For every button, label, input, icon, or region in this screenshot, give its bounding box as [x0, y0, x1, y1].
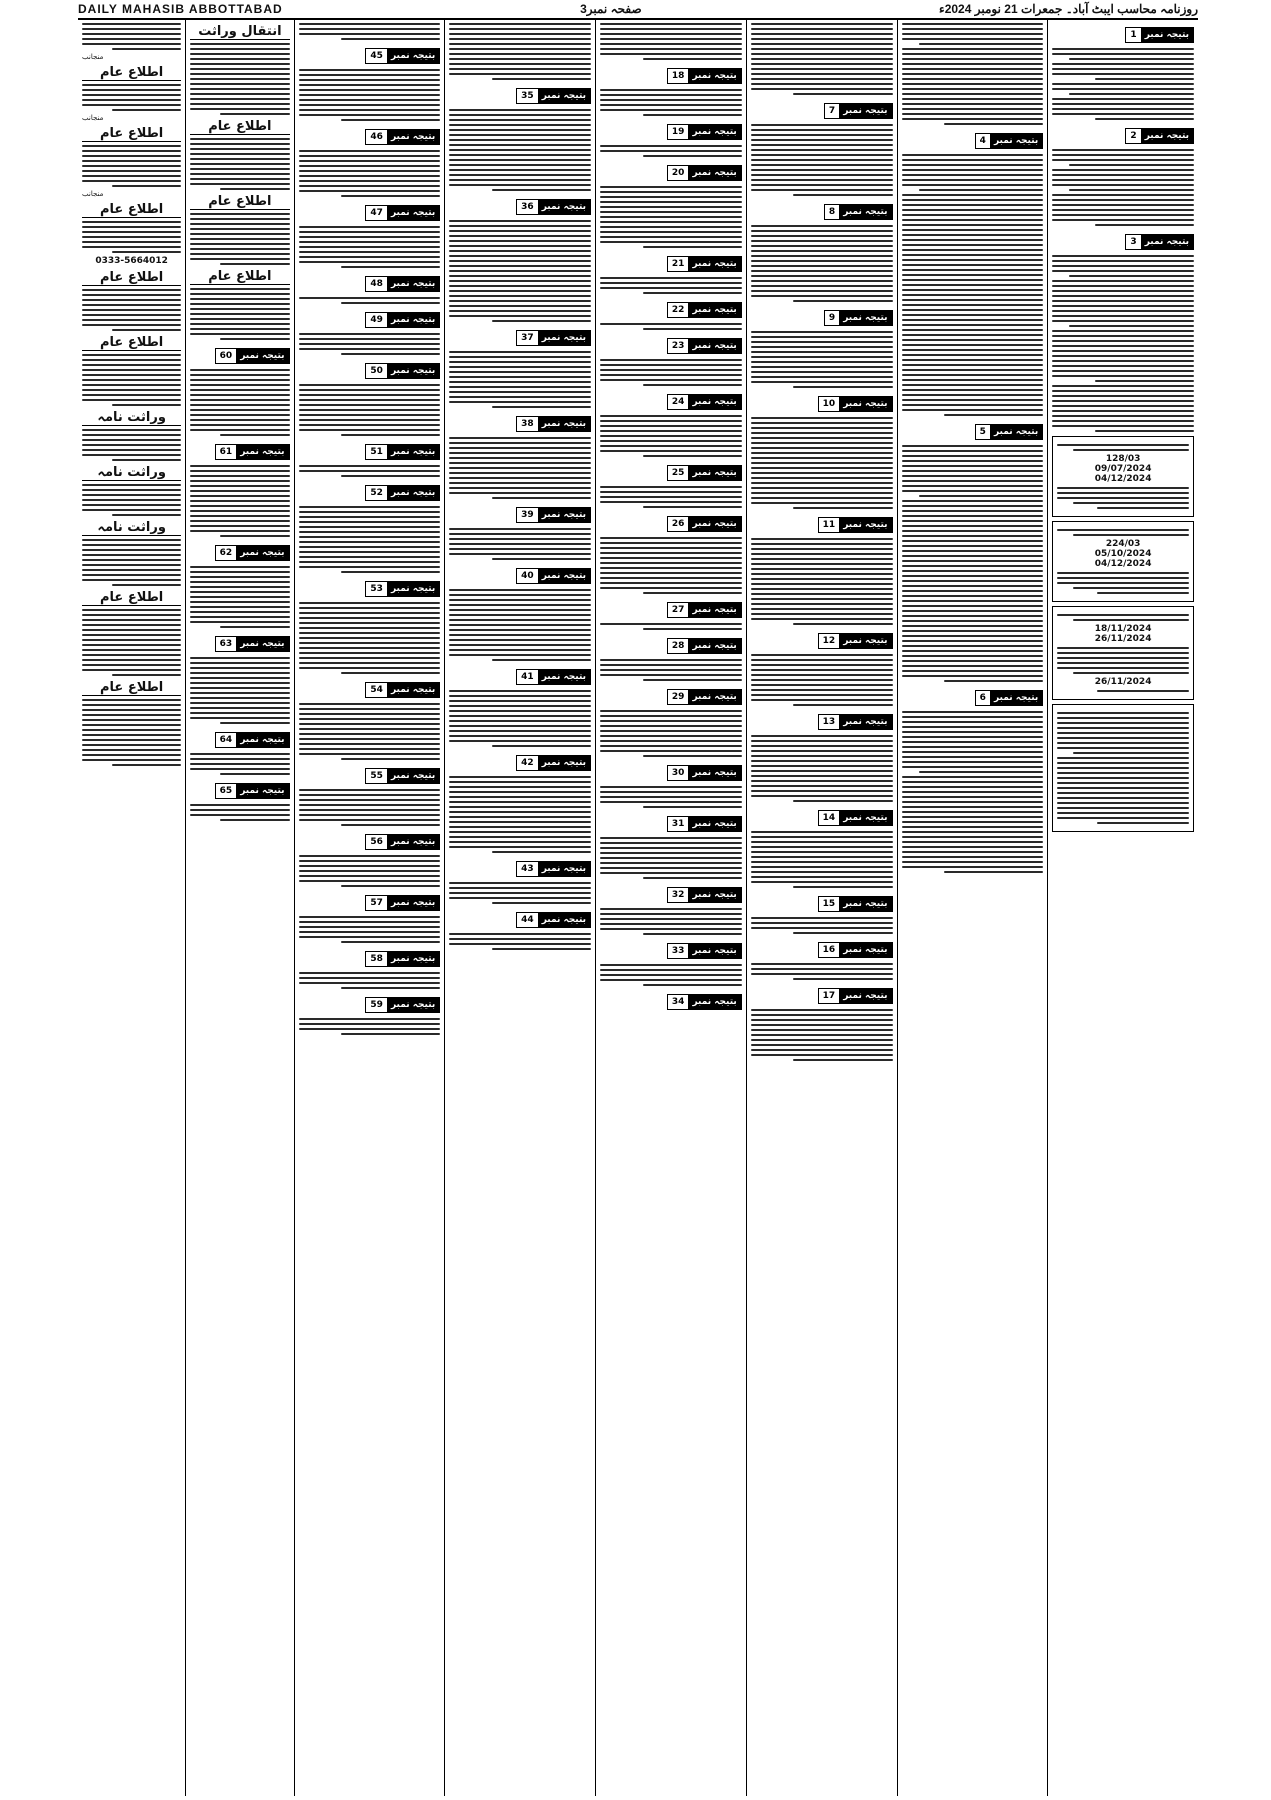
notice-24: بتیجہ نمبر 24 [600, 389, 742, 457]
notice-16: بتیجہ نمبر 16 [751, 937, 893, 980]
column-1 [1047, 20, 1198, 1796]
notice-34: بتیجہ نمبر 34 [600, 989, 742, 1012]
heading-ittila-1: اطلاع عام [190, 119, 289, 135]
notice-22: بتیجہ نمبر 22 [600, 297, 742, 330]
notice-32: بتیجہ نمبر 32 [600, 882, 742, 935]
notice-44: بتیجہ نمبر 44 [449, 907, 591, 950]
notice-39: بتیجہ نمبر 39 [449, 502, 591, 560]
notice-54: بتیجہ نمبر 54 [299, 677, 441, 760]
notice-37: بتیجہ نمبر 37 [449, 325, 591, 408]
notice-50: بتیجہ نمبر 50 [299, 358, 441, 436]
notice-1: بتیجہ نمبر 1 [1052, 22, 1194, 120]
court-notice-3: 18/11/2024 26/11/2024 26/11/2024 [1052, 606, 1194, 700]
notice-65: بتیجہ نمبر 65 [190, 778, 289, 821]
newspaper-brand: DAILY MAHASIB ABBOTTABAD [78, 2, 283, 16]
contact-phone: 0333-5664012 [95, 256, 168, 266]
column-5 [444, 20, 595, 1796]
notice-6: بتیجہ نمبر 6 [902, 685, 1044, 873]
notice-13: بتیجہ نمبر 13 [751, 709, 893, 802]
notice-45: بتیجہ نمبر 45 [299, 43, 441, 121]
notice-36: بتیجہ نمبر 36 [449, 194, 591, 322]
heading-ittila-2: اطلاع عام [190, 194, 289, 210]
notice-47: بتیجہ نمبر 47 [299, 200, 441, 268]
column-7 [185, 20, 293, 1796]
notice-46: بتیجہ نمبر 46 [299, 124, 441, 197]
notice-5: بتیجہ نمبر 5 [902, 419, 1044, 682]
notice-10: بتیجہ نمبر 10 [751, 391, 893, 509]
notice-28: بتیجہ نمبر 28 [600, 633, 742, 681]
heading-wirasat-1: وراثت نامہ [82, 410, 181, 426]
notice-31: بتیجہ نمبر 31 [600, 811, 742, 879]
notice-15: بتیجہ نمبر 15 [751, 891, 893, 934]
notice-57: بتیجہ نمبر 57 [299, 890, 441, 943]
notice-42: بتیجہ نمبر 42 [449, 750, 591, 853]
heading-intiqal-wirasat: انتقال وراثت [190, 24, 289, 40]
column-8: منجانب اطلاع عام منجانب اطلاع عام منجانب اطلاع عام 0333-5664012 اطلاع عام اطلاع عام وراثت نامہ وراثت نامہ وراثت نامہ اطلاع عام اطلاع عام [78, 20, 185, 1796]
court-notice-2: 224/03 05/10/2024 04/12/2024 [1052, 521, 1194, 602]
column-6 [294, 20, 445, 1796]
heading-ittila-3: اطلاع عام [190, 269, 289, 285]
notice-43: بتیجہ نمبر 43 [449, 856, 591, 904]
notice-33: بتیجہ نمبر 33 [600, 938, 742, 986]
column-3 [746, 20, 897, 1796]
heading-wirasat-2: وراثت نامہ [82, 465, 181, 481]
column-2 [897, 20, 1048, 1796]
heading-ittila-7: اطلاع عام [82, 270, 181, 286]
notice-59: بتیجہ نمبر 59 [299, 992, 441, 1035]
notice-64: بتیجہ نمبر 64 [190, 727, 289, 775]
heading-ittila-5: اطلاع عام [82, 126, 181, 142]
notice-61: بتیجہ نمبر 61 [190, 439, 289, 537]
heading-ittila-6: اطلاع عام [82, 202, 181, 218]
court-notice-4 [1052, 704, 1194, 832]
notice-20: بتیجہ نمبر 20 [600, 160, 742, 248]
notice-58: بتیجہ نمبر 58 [299, 946, 441, 989]
notice-3: بتیجہ نمبر 3 [1052, 229, 1194, 432]
notice-12: بتیجہ نمبر 12 [751, 628, 893, 706]
notice-60: بتیجہ نمبر 60 [190, 343, 289, 436]
dateline: روزنامہ محاسب ایبٹ آباد۔ جمعرات 21 نومبر 2024ء [939, 2, 1198, 16]
notice-62: بتیجہ نمبر 62 [190, 540, 289, 628]
heading-ittila-10: اطلاع عام [82, 680, 181, 696]
notice-27: بتیجہ نمبر 27 [600, 597, 742, 630]
notice-38: بتیجہ نمبر 38 [449, 411, 591, 499]
notice-30: بتیجہ نمبر 30 [600, 760, 742, 808]
notice-52: بتیجہ نمبر 52 [299, 480, 441, 573]
notice-35: بتیجہ نمبر 35 [449, 83, 591, 191]
notice-2: بتیجہ نمبر 2 [1052, 123, 1194, 226]
heading-ittila-4: اطلاع عام [82, 65, 181, 81]
column-4 [595, 20, 746, 1796]
notice-29: بتیجہ نمبر 29 [600, 684, 742, 757]
heading-wirasat-3: وراثت نامہ [82, 520, 181, 536]
notice-4: بتیجہ نمبر 4 [902, 128, 1044, 416]
notice-25: بتیجہ نمبر 25 [600, 460, 742, 508]
notice-63: بتیجہ نمبر 63 [190, 631, 289, 724]
page-number: صفحہ نمبر3 [580, 2, 642, 16]
heading-ittila-9: اطلاع عام [82, 590, 181, 606]
notice-53: بتیجہ نمبر 53 [299, 576, 441, 674]
masthead [78, 0, 1198, 20]
court-notice-1: 128/03 09/07/2024 04/12/2024 [1052, 436, 1194, 517]
notice-56: بتیجہ نمبر 56 [299, 829, 441, 887]
notice-55: بتیجہ نمبر 55 [299, 763, 441, 826]
notice-18: بتیجہ نمبر 18 [600, 63, 742, 116]
notice-7: بتیجہ نمبر 7 [751, 98, 893, 196]
notice-51: بتیجہ نمبر 51 [299, 439, 441, 477]
notice-48: بتیجہ نمبر 48 [299, 271, 441, 304]
notice-49: بتیجہ نمبر 49 [299, 307, 441, 355]
notice-11: بتیجہ نمبر 11 [751, 512, 893, 625]
columns-container [78, 20, 1198, 1796]
notice-9: بتیجہ نمبر 9 [751, 305, 893, 388]
notice-8: بتیجہ نمبر 8 [751, 199, 893, 302]
notice-26: بتیجہ نمبر 26 [600, 511, 742, 594]
notice-17: بتیجہ نمبر 17 [751, 983, 893, 1061]
heading-ittila-8: اطلاع عام [82, 335, 181, 351]
notice-23: بتیجہ نمبر 23 [600, 333, 742, 386]
notice-21: بتیجہ نمبر 21 [600, 251, 742, 294]
notice-40: بتیجہ نمبر 40 [449, 563, 591, 661]
notice-41: بتیجہ نمبر 41 [449, 664, 591, 747]
notice-19: بتیجہ نمبر 19 [600, 119, 742, 157]
notice-14: بتیجہ نمبر 14 [751, 805, 893, 888]
